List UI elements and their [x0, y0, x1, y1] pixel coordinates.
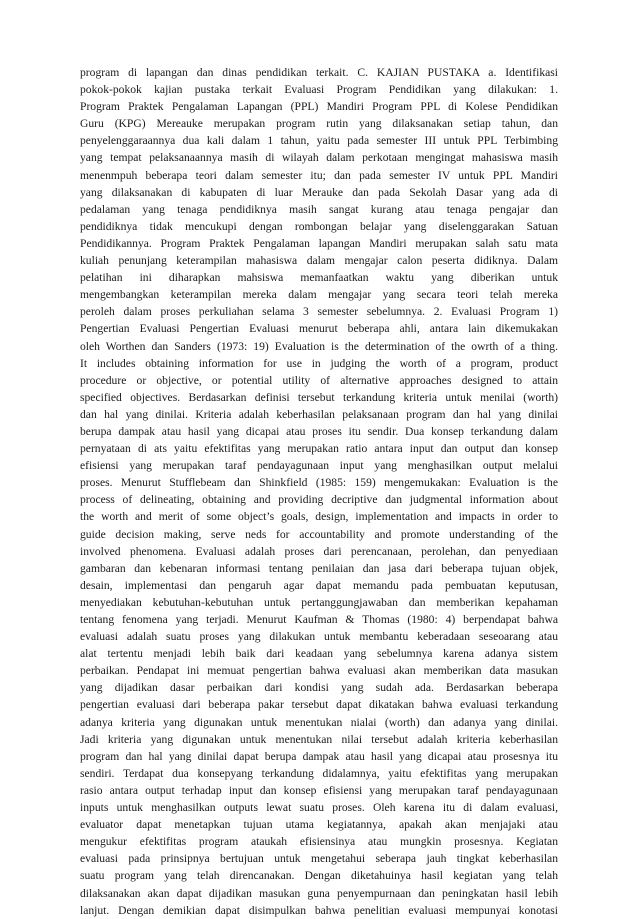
text-line: program dan hal yang dinilai dapat berupa dampak atau hasil yang dicapai atau prosesnya itu: [80, 749, 558, 763]
text-line: dilaksanakan akan dapat dijadikan masukan guna penyempurnaan dan peningkatan hasil lebih: [80, 886, 558, 900]
text-line: pernyataan di ats yaitu efektifitas yang merupakan ratio antara input dan output dan konsep: [80, 442, 558, 456]
text-line: mengembangkan keterampilan mereka dalam mengajar yang secara teori telah mereka: [80, 288, 558, 302]
text-line: efisiensi yang merupakan taraf pendayagunaan input yang menghasilkan output melalui: [80, 459, 558, 473]
text-line: yang dijadikan dasar perbaikan dari kondisi yang sudah ada. Berdasarkan beberapa: [80, 681, 558, 695]
text-line: peroleh dalam proses perkuliahan selama 3 semester sebelumnya. 2. Evaluasi Program 1): [80, 305, 558, 319]
text-line: yang tempat pelaksanaannya masih di wilayah dalam perkotaan mengingat mahasiswa masih: [80, 151, 558, 165]
text-line: rasio antara output terhadap input dan konsep efisiensi yang merupakan taraf pendayagunaan: [80, 783, 558, 797]
text-line: Program Praktek Pengalaman Lapangan (PPL) Mandiri Program PPL di Kolese Pendidikan: [80, 100, 558, 114]
text-line: process of delineating, obtaining and providing decriptive dan judgmental information about: [80, 493, 558, 507]
text-line: evaluasi pada prinsipnya bertujuan untuk mengetahui seberapa jauh tingkat keberhasilan: [80, 852, 558, 866]
text-line: gambaran dan kebenaran informasi tentang penilaian dan jasa dari beberapa tujuan objek,: [80, 561, 558, 575]
text-line: menenmpuh beberapa teori dalam semester itu; dan pada semester IV untuk PPL Mandiri: [80, 168, 558, 182]
text-line: evaluator dapat menetapkan tujuan utama kegiatannya, apakah akan menjajaki atau: [80, 818, 558, 832]
text-line: sendiri. Terdapat dua konsepyang terkandung didalamnya, yaitu efektifitas yang merupakan: [80, 766, 558, 780]
text-line: pelatihan ini diharapkan mahsiswa memanfaatkan waktu yang diberikan untuk: [80, 271, 558, 285]
text-line: penyelenggaraannya dua kali dalam 1 tahun, yaitu pada semester III untuk PPL Terbimbing: [80, 134, 558, 148]
text-line: oleh Worthen dan Sanders (1973: 19) Evaluation is the determination of the owrth of a thing.: [80, 339, 558, 353]
text-line: pedalaman yang tenaga pendidiknya masih sangat kurang atau tenaga pengajar dan: [80, 202, 558, 216]
text-line: specified objectives. Berdasarkan definisi tersebut terkandung kriteria untuk menilai (worth): [80, 390, 558, 404]
text-line: berupa dampak atau hasil yang dicapai atau proses itu sendir. Dua konsep terkandung dalam: [80, 424, 558, 438]
text-line: mengukur efektifitas program ataukah efisiensinya atau mungkin prosesnya. Kegiatan: [80, 835, 558, 849]
text-line: Jadi kriteria yang digunakan untuk menentukan nilai tersebut adalah kriteria keberhasilan: [80, 732, 558, 746]
text-line: suatu program yang telah direncanakan. Dengan diketahuinya hasil kegiatan yang telah: [80, 869, 558, 883]
text-line: evaluasi adalah suatu proses yang dilakukan untuk membantu keberadaan seseoarang atau: [80, 630, 558, 644]
text-line: involved phenomena. Evaluasi adalah proses dari perencanaan, perolehan, dan penyediaan: [80, 544, 558, 558]
text-line: Pengertian Evaluasi Pengertian Evaluasi menurut beberapa ahli, antara lain dikemukakan: [80, 322, 558, 336]
text-line: dan hal yang dinilai. Kriteria adalah keberhasilan pelaksanaan program dan hal yang dinilai: [80, 407, 558, 421]
text-line: kuliah penunjang keterampilan mahasiswa dalam mengajar calon peserta didiknya. Dalam: [80, 254, 558, 268]
text-line: inputs untuk menghasilkan outputs lewat suatu proses. Oleh karena itu di dalam evaluasi,: [80, 801, 558, 815]
text-line: lanjut. Dengan demikian dapat disimpulkan bahwa penelitian evaluasi mempunyai konotasi: [80, 903, 558, 917]
text-line: yang dilaksanakan di kabupaten di luar Merauke dan pada Sekolah Dasar yang ada di: [80, 185, 558, 199]
text-line: pokok-pokok kajian pustaka terkait Evaluasi Program Pendidikan yang dilakukan: 1.: [80, 83, 558, 97]
text-line: proses. Menurut Stufflebeam dan Shinkfield (1985: 159) mengemukakan: Evaluation is the: [80, 476, 558, 490]
text-line: procedure or objective, or potential utility of alternative approaches designed to attain: [80, 373, 558, 387]
text-line: pendidiknya tidak mencukupi dengan rombongan belajar yang diselenggarakan Satuan: [80, 219, 558, 233]
text-line: tentang fenomena yang terjadi. Menurut Kaufman & Thomas (1980: 4) berpendapat bahwa: [80, 613, 558, 626]
text-line: adanya kriteria yang digunakan untuk menentukan nialai (worth) dan adanya yang dinilai.: [80, 715, 558, 729]
text-line: alat tertentu menjadi lebih baik dari keadaan yang sebelumnya karena adanya sistem: [80, 647, 558, 661]
body-text: [80, 64, 558, 919]
text-line: the worth and merit of some object’s goals, design, implementation and impacts in order to: [80, 510, 558, 524]
text-line: guide decision making, serve neds for accountability and promote understanding of the: [80, 527, 558, 541]
text-line: menyediakan kebutuhan-kebutuhan untuk pertanggungjawaban dan memberikan kepahaman: [80, 595, 558, 609]
text-line: perbaikan. Pendapat ini memuat pengertian bahwa evaluasi akan memberikan data masukan: [80, 664, 558, 678]
text-line: Pendidikannya. Program Praktek Pengalaman lapangan Mandiri merupakan salah satu mata: [80, 236, 558, 250]
text-line: It includes obtaining information for use in judging the worth of a program, product: [80, 356, 558, 370]
text-line: program di lapangan dan dinas pendidikan terkait. C. KAJIAN PUSTAKA a. Identifikasi: [80, 66, 558, 79]
text-line: desain, implementasi dan pengaruh agar dapat memandu pada pembuatan keputusan,: [80, 578, 558, 592]
text-line: Guru (KPG) Mereauke merupakan program rutin yang dilaksanakan setiap tahun, dan: [80, 117, 558, 131]
text-line: pengertian evaluasi dari beberapa pakar tersebut dapat dikatakan bahwa evaluasi terkandung: [80, 698, 558, 712]
